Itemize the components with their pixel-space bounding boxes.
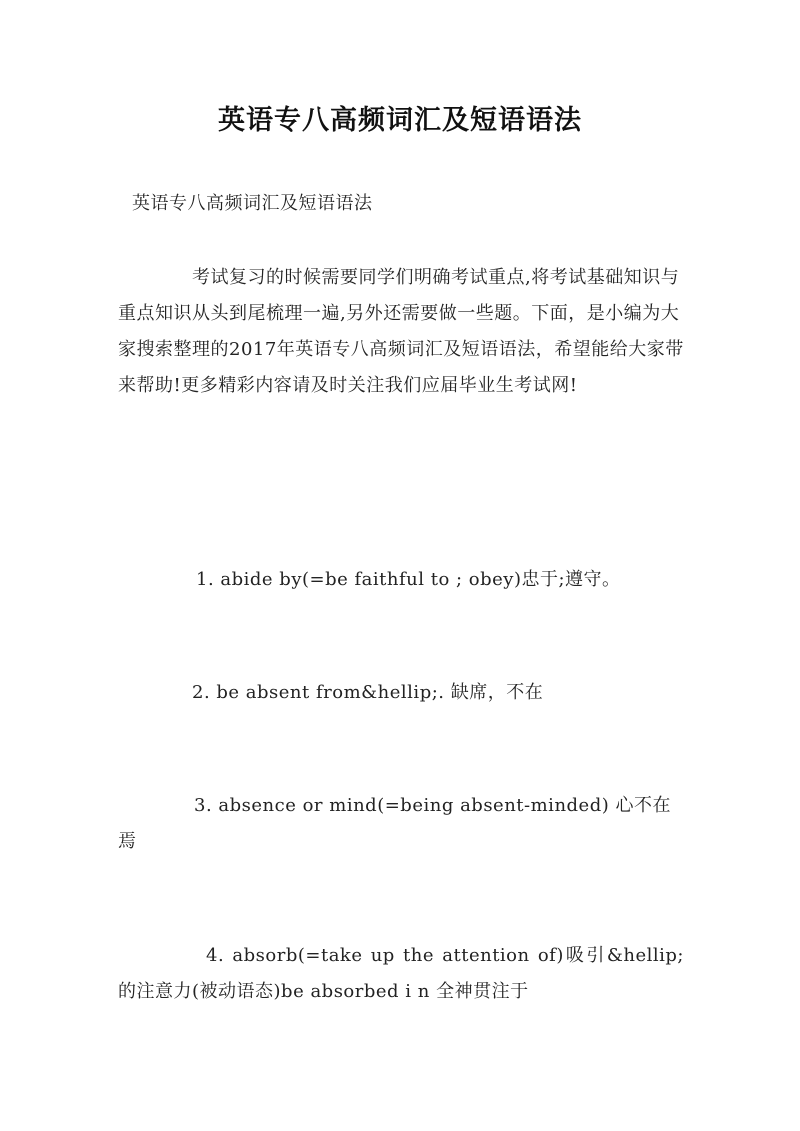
vocab-item-3: 3. absence or mind(=being absent-minded) 心不在焉 [118, 795, 671, 852]
vocab-item-1: 1. abide by(=be faithful to ; obey)忠于;遵守。 [196, 569, 621, 590]
vocab-item-4: 4. absorb(=take up the attention of)吸引&hellip;的注意力(被动语态)be absorbed i n 全神贯注于 [118, 945, 684, 1002]
intro-paragraph: 考试复习的时候需要同学们明确考试重点,将考试基础知识与重点知识从头到尾梳理一遍,另外还需要做一些题。下面，是小编为大家搜索整理的2017年英语专八高频词汇及短语语法，希望能给大家带来帮助!更多精彩内容请及时关注我们应届毕业生考试网! [118, 267, 684, 396]
document-title: 英语专八高频词汇及短语语法 [218, 105, 582, 136]
document-subtitle: 英语专八高频词汇及短语语法 [132, 193, 373, 214]
vocab-item-2: 2. be absent from&hellip;. 缺席，不在 [192, 682, 544, 703]
